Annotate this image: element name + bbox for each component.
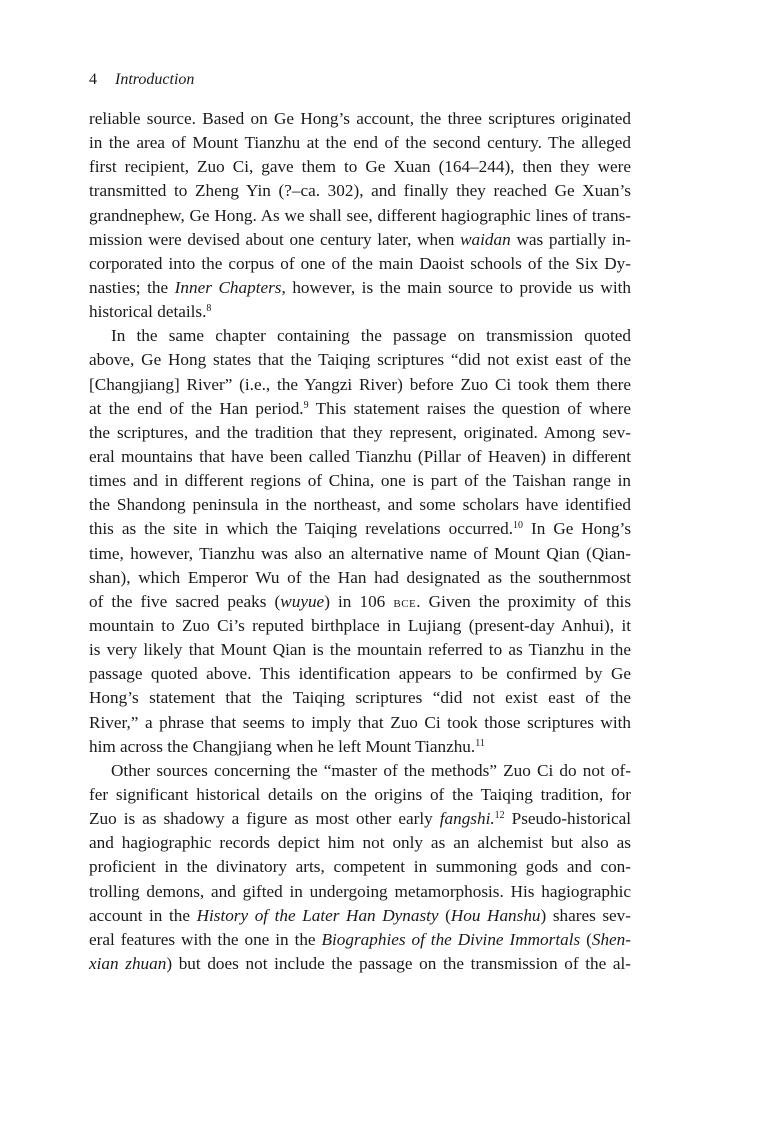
text-segment: is very likely that Mount Qian is the mountain referred to as Tianzhu in the [89, 640, 631, 660]
text-line [89, 131, 631, 155]
text-segment: passage quoted above. This identification appears to be confirmed by Ge [89, 664, 631, 684]
text-line [89, 928, 631, 952]
text-line [89, 614, 631, 638]
italic-text: wuyue [280, 591, 325, 611]
text-segment: ) in 106 [324, 591, 394, 611]
text-segment: proficient in the divinatory arts, competent in summoning gods and con- [89, 857, 631, 877]
text-line [89, 155, 631, 179]
text-segment: was partially in- [510, 229, 631, 249]
text-segment: at the end of the Han period. [89, 398, 304, 418]
italic-text: History of the Later Han Dynasty [196, 905, 439, 925]
italic-text: Biographies of the Divine Immortals [321, 929, 581, 949]
italic-text: fangshi. [439, 809, 495, 829]
text-segment: ) shares sev- [540, 905, 632, 925]
italic-text: xian zhuan [89, 953, 167, 973]
text-line [89, 373, 631, 397]
italic-text: waidan [460, 229, 511, 249]
text-line [89, 831, 631, 855]
text-segment: shan), which Emperor Wu of the Han had designated as the southernmost [89, 567, 631, 587]
text-segment: Pseudo-historical [504, 809, 632, 829]
text-line [89, 662, 631, 686]
text-line [89, 348, 631, 372]
text-segment: account in the [89, 905, 197, 925]
text-line [89, 397, 631, 421]
text-segment: ( [438, 905, 451, 925]
text-line [89, 880, 631, 904]
text-line [89, 469, 631, 493]
footnote-marker: 10 [513, 520, 524, 532]
text-segment: fer significant historical details on the origins of the Taiqing tradition, for [89, 784, 631, 804]
chapter-title: Introduction [115, 71, 195, 88]
text-segment: in the area of Mount Tianzhu at the end of the second century. The alleged [89, 133, 631, 153]
text-segment: Zuo is as shadowy a figure as most other early [89, 809, 440, 829]
page-number: 4 [89, 71, 97, 88]
text-line [89, 711, 631, 735]
footnote-marker: 9 [303, 399, 309, 411]
text-segment: him across the Changjiang when he left Mount Tianzhu. [89, 736, 476, 756]
italic-text: Shen- [591, 929, 631, 949]
text-segment: ( [580, 929, 592, 949]
text-line [89, 276, 631, 300]
text-segment: eral mountains that have been called Tianzhu (Pillar of Heaven) in different [89, 446, 631, 466]
text-segment: trolling demons, and gifted in undergoing metamorphosis. His hagiographic [89, 881, 631, 901]
text-line [89, 638, 631, 662]
text-line [89, 952, 631, 976]
text-line [89, 855, 631, 879]
text-segment: this as the site in which the Taiqing revelations occurred. [89, 519, 514, 539]
text-segment: reliable source. Based on Ge Hong’s account, the three scriptures originated [89, 109, 631, 128]
text-line [89, 517, 631, 541]
text-line [89, 421, 631, 445]
text-segment: mountain to Zuo Ci’s reputed birthplace in Lujiang (present-day Anhui), it [89, 615, 631, 635]
paragraph-first-line [89, 324, 631, 348]
text-line [89, 542, 631, 566]
text-line [89, 686, 631, 710]
text-segment: nasties; the [89, 277, 175, 297]
text-line [89, 807, 631, 831]
footnote-marker: 11 [475, 737, 485, 749]
text-line [89, 493, 631, 517]
text-segment: . Given the proximity of this [416, 591, 632, 611]
text-line [89, 252, 631, 276]
text-segment: Hong’s statement that the Taiqing scriptures “did not exist east of the [89, 688, 631, 708]
text-line [89, 735, 631, 759]
paragraph-first-line [89, 759, 631, 783]
text-line [89, 228, 631, 252]
text-segment: River,” a phrase that seems to imply that Zuo Ci took those scriptures with [89, 712, 631, 732]
text-segment: first recipient, Zuo Ci, gave them to Ge Xuan (164–244), then they were [89, 157, 631, 177]
text-line [89, 179, 631, 203]
italic-text: Hou Hanshu [450, 905, 541, 925]
text-line [89, 904, 631, 928]
small-caps-text: bce [393, 594, 417, 611]
text-segment: [Changjiang] River” (i.e., the Yangzi River) before Zuo Ci took them there [89, 374, 631, 394]
text-segment: This statement raises the question of where [308, 398, 631, 418]
text-line [89, 107, 631, 131]
text-line [89, 566, 631, 590]
text-segment: , however, is the main source to provide us with [281, 277, 631, 297]
text-segment: of the five sacred peaks ( [89, 591, 281, 611]
text-segment: transmitted to Zheng Yin (?–ca. 302), and finally they reached Ge Xuan’s [89, 181, 631, 201]
text-segment: In the same chapter containing the passage on transmission quoted [111, 326, 631, 346]
text-line [89, 300, 631, 324]
text-segment: In Ge Hong’s [523, 519, 632, 539]
text-line [89, 445, 631, 469]
text-segment: Other sources concerning the “master of the methods” Zuo Ci do not of- [111, 760, 631, 780]
text-segment: corporated into the corpus of one of the main Daoist schools of the Six Dy- [89, 253, 631, 273]
text-line [89, 204, 631, 228]
text-segment: historical details. [89, 302, 207, 322]
italic-text: Inner Chapters [174, 277, 282, 297]
running-head [89, 70, 194, 90]
text-segment: times and in different regions of China, one is part of the Taishan range in [89, 471, 631, 491]
text-segment: mission were devised about one century later, when [89, 229, 461, 249]
footnote-marker: 12 [494, 810, 505, 822]
text-segment: the Shandong peninsula in the northeast, and some scholars have identified [89, 495, 631, 515]
text-line [89, 783, 631, 807]
text-segment: the scriptures, and the tradition that they represent, originated. Among sev- [89, 422, 631, 442]
text-line [89, 590, 631, 614]
text-segment: and hagiographic records depict him not only as an alchemist but also as [89, 833, 631, 853]
body-text [89, 107, 631, 976]
text-segment: grandnephew, Ge Hong. As we shall see, different hagiographic lines of trans- [89, 205, 631, 225]
text-segment: eral features with the one in the [89, 929, 322, 949]
text-segment: above, Ge Hong states that the Taiqing scriptures “did not exist east of the [89, 350, 631, 370]
text-segment: time, however, Tianzhu was also an alternative name of Mount Qian (Qian- [89, 543, 631, 563]
footnote-marker: 8 [206, 303, 212, 315]
text-segment: ) but does not include the passage on the transmission of the al- [166, 953, 632, 973]
